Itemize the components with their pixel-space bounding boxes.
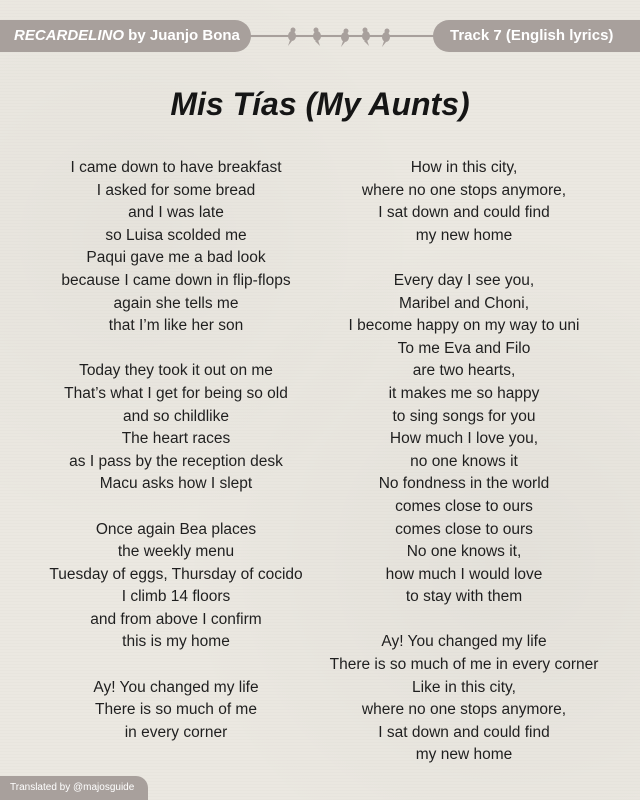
lyric-line: No fondness in the world [378,475,550,493]
lyric-line: are two hearts, [412,362,516,380]
lyrics-stanza [26,677,326,745]
lyric-line: There is so much of me in every corner [329,656,599,674]
lyric-line: There is so much of me [95,701,257,719]
song-title: Mis Tías (My Aunts) [170,86,470,122]
lyrics-right-column [314,157,614,767]
lyric-line: this is my home [122,633,230,651]
lyric-line: I climb 14 floors [121,588,231,606]
lyric-line: in every corner [124,723,228,741]
lyric-line: and I was late [128,204,224,222]
lyric-line: comes close to ours [395,497,533,515]
lyric-line: no one knows it [410,452,518,470]
lyric-line: where no one stops anymore, [361,181,567,199]
lyric-line: my new home [415,746,513,764]
lyric-line: Today they took it out on me [79,362,273,380]
birds-on-wire-icon [248,22,442,52]
header-bar [0,0,640,54]
lyric-line: comes close to ours [395,520,533,538]
lyric-line: Ay! You changed my life [93,678,259,696]
lyric-line: that I’m like her son [108,317,244,335]
lyric-line: To me Eva and Filo [397,339,531,357]
lyric-line: because I came down in flip-flops [61,271,291,289]
lyric-line: how much I would love [385,565,543,583]
lyric-line: How much I love you, [389,430,539,448]
lyrics-stanza [314,631,614,767]
lyric-line: The heart races [121,430,231,448]
lyric-line: it makes me so happy [388,384,540,402]
lyric-line: as I pass by the reception desk [69,452,283,470]
lyric-line: Macu asks how I slept [99,475,253,493]
lyric-line: I sat down and could find [378,723,550,741]
lyrics-stanza [26,519,326,655]
album-name: RECARDELINO [14,27,125,44]
track-badge: Track 7 (English lyrics) [433,20,640,52]
lyric-line: and so childlike [123,407,229,425]
lyric-line: That’s what I get for being so old [64,384,288,402]
lyrics-stanza [314,157,614,247]
lyric-line: I came down to have breakfast [70,159,282,176]
lyric-line: I sat down and could find [378,204,550,222]
album-artist-badge [0,20,251,52]
lyrics-stanza [314,270,614,609]
lyric-line: and from above I confirm [90,610,262,628]
lyric-line: Ay! You changed my life [381,633,547,651]
lyric-line: the weekly menu [117,543,235,561]
lyric-line: How in this city, [410,159,518,176]
lyric-line: to stay with them [405,588,523,606]
lyric-line: Every day I see you, [393,271,535,289]
lyric-line: my new home [415,226,513,244]
translator-credit: Translated by @majosguide [0,776,148,800]
lyric-line: Once again Bea places [95,520,257,538]
lyric-line: where no one stops anymore, [361,701,567,719]
lyric-line: I become happy on my way to uni [348,317,580,335]
lyrics-stanza [26,360,326,496]
lyric-line: Paqui gave me a bad look [86,249,266,267]
lyric-line: No one knows it, [406,543,522,561]
lyric-line: I asked for some bread [96,181,256,199]
lyric-line: to sing songs for you [392,407,536,425]
lyric-line: Like in this city, [412,678,516,696]
lyric-line: so Luisa scolded me [105,226,247,244]
lyrics-stanza [26,157,326,338]
lyric-line: again she tells me [113,294,239,312]
lyrics-left-column [26,157,326,744]
lyric-line: Tuesday of eggs, Thursday of cocido [49,565,303,583]
artist-name: by Juanjo Bona [124,27,240,44]
lyric-line: Maribel and Choni, [398,294,530,312]
